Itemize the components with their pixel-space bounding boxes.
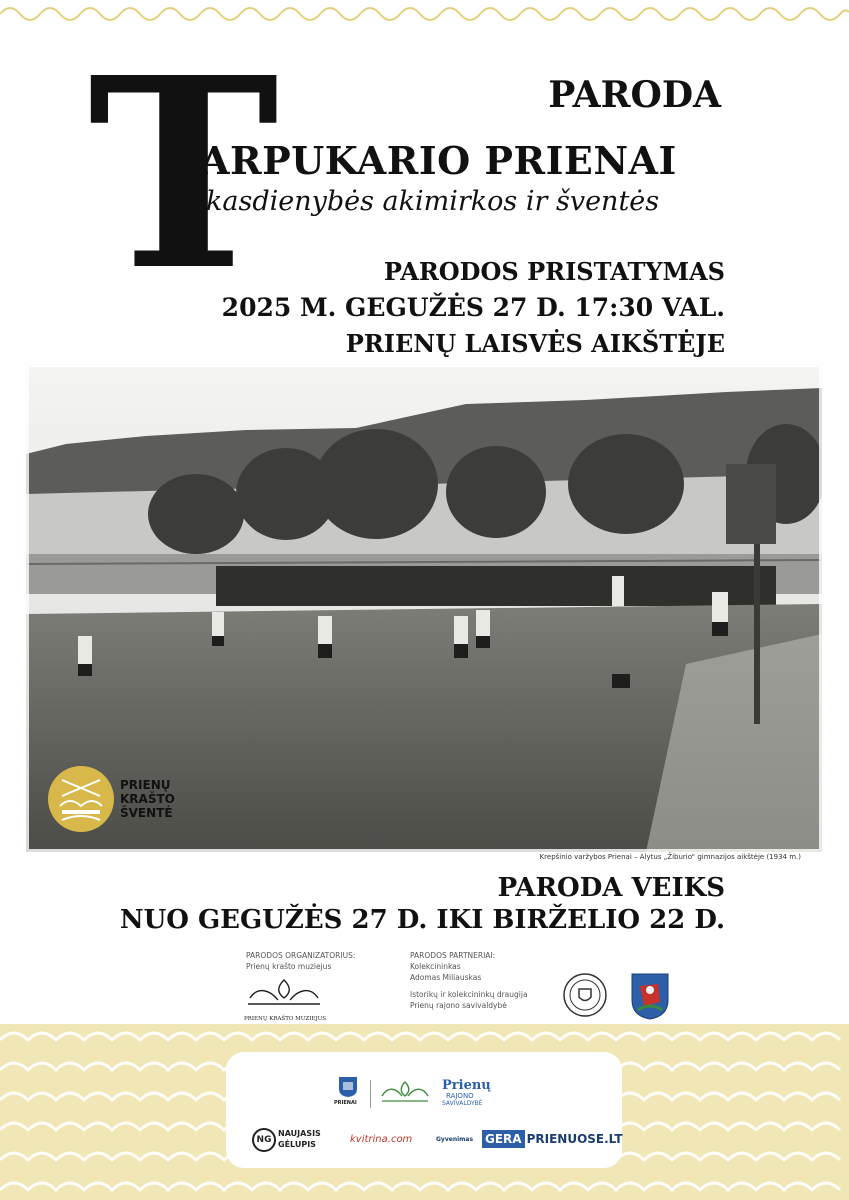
festival-badge (48, 766, 175, 832)
rajono-logo-line2: RAJONO (446, 1092, 474, 1100)
title-paroda: PARODA (548, 74, 721, 116)
presentation-place: PRIENŲ LAISVĖS AIKŠTĖJE (345, 329, 725, 358)
photo-caption: Krepšinio varžybos Prienai – Alytus „Žiburio“ gimnazijos aikštėje (1934 m.) (539, 853, 801, 861)
prienai-crest-icon (338, 1076, 358, 1098)
festival-name-line: KRAŠTO (120, 792, 175, 806)
partners-block (410, 950, 528, 1011)
coat-of-arms-icon (630, 972, 670, 1020)
partner-item: Prienų rajono savivaldybė (410, 1001, 507, 1010)
museum-green-logo-icon (378, 1078, 432, 1106)
gera-label: GERA (482, 1130, 525, 1148)
society-seal-icon (562, 972, 608, 1018)
gyvenimas-logo: Gyvenimas (436, 1136, 474, 1143)
festival-name (120, 778, 175, 820)
sponsor-divider (370, 1080, 371, 1108)
partner-item: Kolekcininkas (410, 962, 461, 971)
organizer-name: Prienų krašto muziejus (246, 962, 332, 971)
title-initial-letter: T (87, 20, 280, 328)
rajono-logo-line3: SAVIVALDYBĖ (442, 1100, 483, 1107)
exhibition-dates (120, 872, 725, 936)
title-exhibition-name: ARPUKARIO PRIENAI (200, 138, 677, 183)
runs-period: NUO GEGUŽĖS 27 D. IKI BIRŽELIO 22 D. (119, 905, 725, 935)
presentation-info (222, 254, 725, 362)
runs-heading: PARODA VEIKS (497, 873, 725, 903)
partner-item: Adomas Miliauskas (410, 973, 482, 982)
sponsors-panel (226, 1052, 622, 1168)
festival-logo (48, 766, 114, 832)
rajono-logo-line1: Prienų (442, 1078, 491, 1093)
ng-logo-line2: GĖLUPIS (278, 1140, 316, 1149)
organizers-block (246, 950, 355, 972)
presentation-heading: PARODOS PRISTATYMAS (383, 257, 725, 286)
organizers-heading: PARODOS ORGANIZATORIUS: (246, 951, 356, 960)
prienuose-label: PRIENUOSE.LT (526, 1132, 623, 1146)
ng-logo-line1: NAUJASIS (278, 1129, 321, 1138)
gera-prienuose-logo (482, 1130, 623, 1148)
museum-ornament-icon (244, 976, 324, 1010)
partners-heading: PARODOS PARTNERIAI: (410, 951, 496, 960)
kvitrina-logo: kvitrina.com (350, 1134, 413, 1145)
ng-logo-mark: NG (252, 1128, 276, 1152)
festival-name-line: ŠVENTĖ (120, 806, 173, 820)
festival-name-line: PRIENŲ (120, 778, 171, 792)
festival-emblem-icon (48, 766, 114, 832)
subtitle: kasdienybės akimirkos ir šventės (206, 186, 660, 217)
partner-item: Istorikų ir kolekcininkų draugija (410, 990, 528, 999)
presentation-date: 2025 M. GEGUŽĖS 27 D. 17:30 VAL. (221, 293, 725, 322)
prienai-label: PRIENAI (334, 1100, 357, 1106)
museum-logo-text: PRIENŲ KRAŠTO MUZIEJUS (244, 1016, 327, 1022)
museum-logo (244, 976, 327, 1022)
